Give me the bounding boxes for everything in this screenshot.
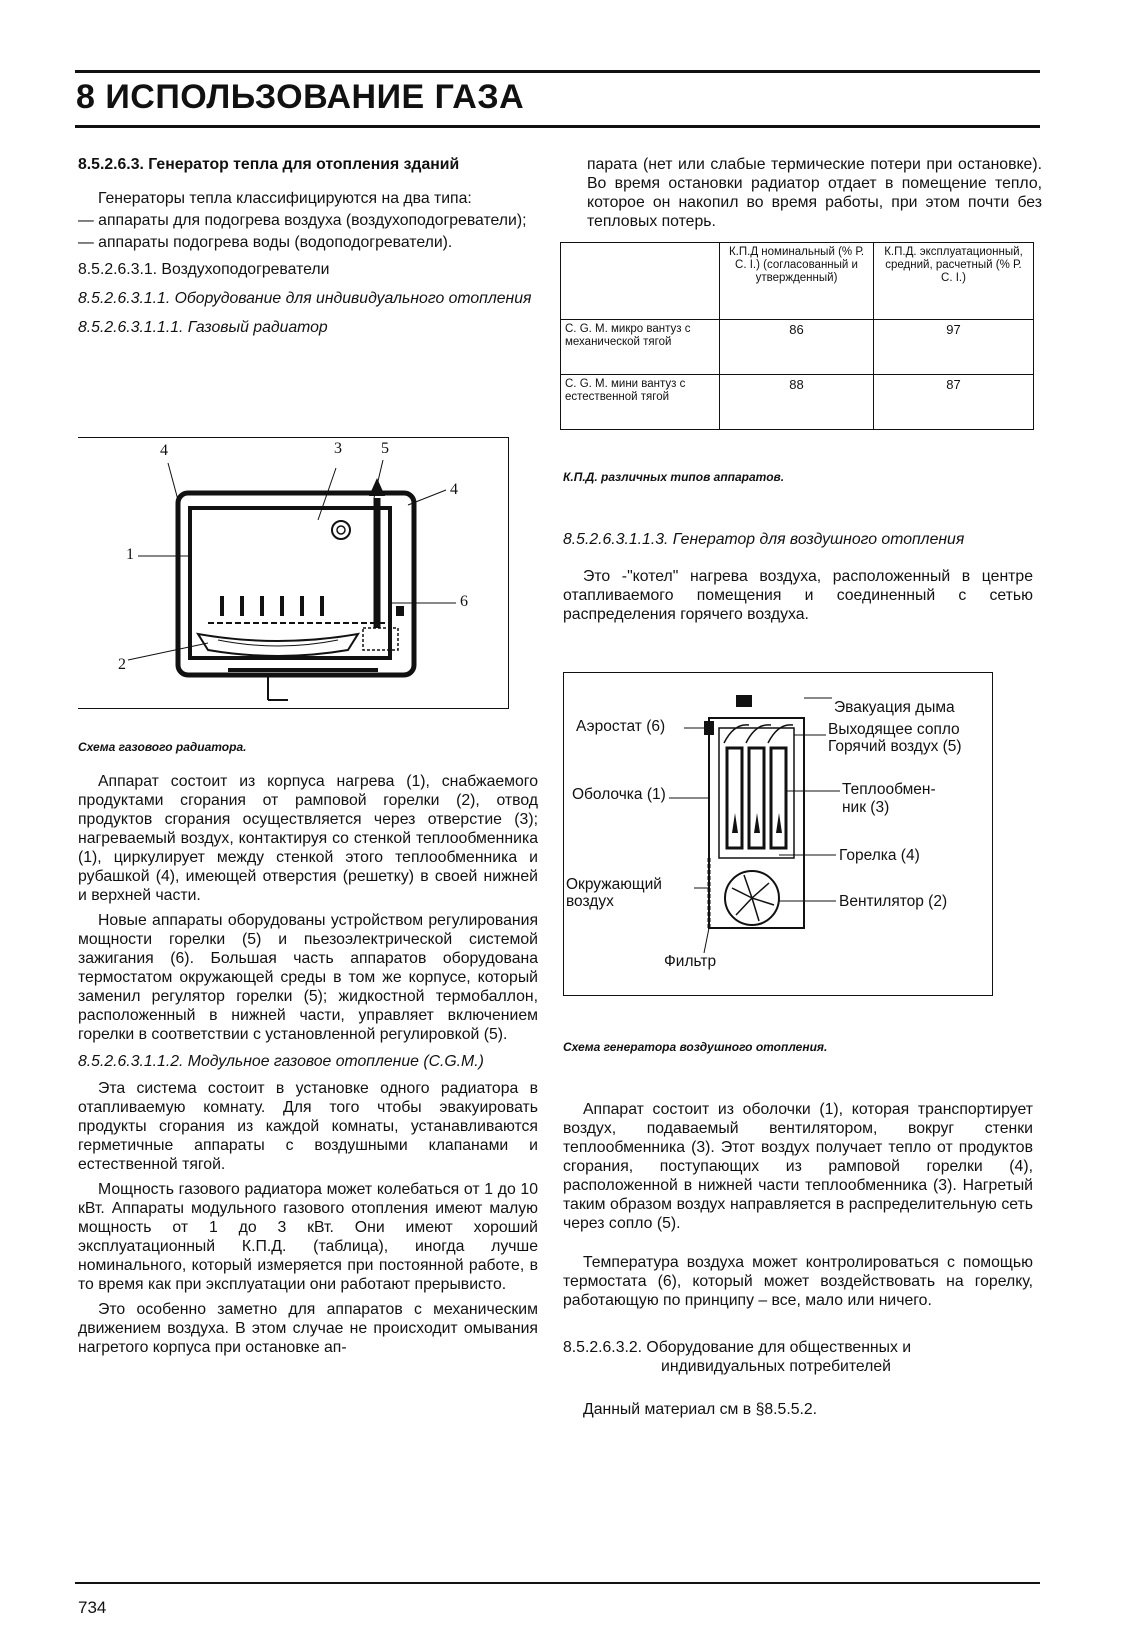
- radiator-caption: Схема газового радиатора.: [78, 740, 247, 754]
- table-row: [561, 320, 1034, 375]
- paragraph: Аппарат состоит из корпуса нагрева (1), снабжаемого продуктами сгорания от рамповой горелки (2), отвод продуктов сгорания осуществляется через отверстие (3); нагреваемый воздух, контактируя со стенкой теплообменника (1), циркулирует между стенкой этого теплообменника и рубашкой (4), имеющей отверстия (решетку) в своей нижней и верхней части.: [78, 773, 538, 904]
- label-2: 2: [118, 656, 126, 673]
- label-ambient-air: Окружающий: [566, 876, 662, 893]
- table-row: [561, 375, 1034, 430]
- table-header: К.П.Д номинальный (% Р. С. I.) (согласованный и утвержденный): [720, 243, 874, 320]
- bullet-item: — аппараты для подогрева воздуха (воздухоподогреватели);: [78, 212, 527, 229]
- paragraph: Это особенно заметно для аппаратов с механическим движением воздуха. В этом случае не происходит омывания нагретого корпуса при остановке ап-: [78, 1301, 538, 1356]
- chapter-title: 8 ИСПОЛЬЗОВАНИЕ ГАЗА: [76, 78, 525, 116]
- bullet-item: — аппараты подогрева воды (водоподогреватели).: [78, 234, 453, 251]
- table-cell: 88: [720, 375, 874, 430]
- label-4: 4: [160, 442, 168, 459]
- label-5: 5: [381, 440, 389, 457]
- right-column-body: [563, 1100, 1033, 1419]
- radiator-figure: [78, 437, 509, 709]
- air-heater-figure: [563, 672, 993, 996]
- paragraph: Мощность газового радиатора может колебаться от 1 до 10 кВт. Аппараты модульного газового отопления имеют малую мощность от 1 до 3 кВт. Они имеют хороший эксплуатационный К.П.Д. (таблица), иногда лучше номинального, который измеряется при постоянной работе, в то время как при эксплуатации они работают прерывисто.: [78, 1181, 538, 1293]
- subsection-heading: 8.5.2.6.3.1.1.3. Генератор для воздушного отопления: [563, 531, 965, 548]
- table-caption: К.П.Д. различных типов аппаратов.: [563, 470, 785, 484]
- label-burner: Горелка (4): [839, 847, 920, 864]
- label-heat-exchanger-2: ник (3): [842, 799, 890, 816]
- right-column: [587, 155, 1042, 231]
- label-aerostat: Аэростат (6): [576, 718, 666, 735]
- subsection-heading: 8.5.2.6.3.1.1.1. Газовый радиатор: [78, 319, 328, 336]
- radiator-diagram: [78, 438, 508, 708]
- paragraph: Аппарат состоит из оболочки (1), которая транспортирует воздух, подаваемый вентилятором, вокруг стенки теплообменника (3). Этот воздух получает тепло от продуктов сгорания, поступающих из рамповой горелки (4), расположенной в нижней части теплообменника (3). Нагретый таким образом воздух направляется в распределительную сеть через сопло (5).: [563, 1101, 1033, 1232]
- header-rule-top: [75, 70, 1040, 73]
- paragraph: Эта система состоит в установке одного радиатора в отапливаемую комнату. Для того чтобы эвакуировать продукты сгорания из каждой комнаты, устанавливаются герметичные аппараты с воздушными клапанами и естественной тягой.: [78, 1080, 538, 1173]
- label-heat-exchanger: Теплообмен-: [842, 781, 936, 798]
- footer-rule: [75, 1582, 1040, 1584]
- label-4: 4: [450, 481, 458, 498]
- label-1: 1: [126, 546, 134, 563]
- subsection-heading: 8.5.2.6.3.1.1. Оборудование для индивидуального отопления: [78, 290, 532, 307]
- header-rule-bottom: [75, 125, 1040, 128]
- table-header-row: [561, 243, 1034, 320]
- label-3: 3: [334, 440, 342, 457]
- subsection-heading: 8.5.2.6.3.1.1.2. Модульное газовое отопление (C.G.M.): [78, 1053, 484, 1070]
- paragraph: Данный материал см в §8.5.5.2.: [583, 1401, 818, 1418]
- section-heading: 8.5.2.6.3. Генератор тепла для отопления зданий: [78, 156, 460, 173]
- label-shell: Оболочка (1): [572, 786, 666, 803]
- paragraph: Температура воздуха может контролироваться с помощью термостата (6), который может воздействовать на горелку, работающую по принципу – все, мало или ничего.: [563, 1254, 1033, 1309]
- air-heater-caption: Схема генератора воздушного отопления.: [563, 1040, 828, 1054]
- paragraph: Новые аппараты оборудованы устройством регулирования мощности горелки (5) и пьезоэлектрической системой зажигания (6). Большая часть аппаратов оборудована термостатом окружающей среды в том же корпусе, который заменил регулятор горелки (5); жидкостной термобаллон, расположенный в нижней части, управляет включением горелки в соответствии с установленной регулировкой (5).: [78, 912, 538, 1043]
- table-cell: 87: [874, 375, 1034, 430]
- subsection-heading: 8.5.2.6.3.2. Оборудование для общественных и индивидуальных потребителей: [563, 1339, 912, 1375]
- left-column-body: [78, 772, 538, 1357]
- label-outlet-nozzle: Выходящее сопло: [828, 721, 960, 738]
- label-smoke-exhaust: Эвакуация дыма: [834, 699, 955, 716]
- subsection-heading: 8.5.2.6.3.1. Воздухоподогреватели: [78, 261, 330, 278]
- intro-paragraph: Генераторы тепла классифицируются на два типа:: [98, 190, 472, 207]
- label-6: 6: [460, 593, 468, 610]
- paragraph: Это -"котел" нагрева воздуха, расположенный в центре отапливаемого помещения и соединенный с сетью распределения горячего воздуха.: [563, 568, 1033, 623]
- table-cell: 97: [874, 320, 1034, 375]
- table-header: К.П.Д. эксплуатационный, средний, расчетный (% Р. С. I.): [874, 243, 1034, 320]
- label-hot-air: Горячий воздух (5): [828, 738, 962, 755]
- label-fan: Вентилятор (2): [839, 893, 948, 910]
- label-filter: Фильтр: [664, 953, 717, 970]
- right-column-mid: [563, 530, 1033, 624]
- page-number: 734: [78, 1598, 107, 1617]
- efficiency-table: [560, 242, 1034, 430]
- table-cell: 86: [720, 320, 874, 375]
- left-column: [78, 155, 538, 337]
- table-cell: C. G. M. микро вантуз с механической тягой: [561, 320, 720, 375]
- paragraph: парата (нет или слабые термические потери при остановке). Во время остановки радиатор отдает в помещение тепло, которое он накопил во время работы, при этом почти без тепловых потерь.: [587, 156, 1042, 230]
- label-ambient-air-2: воздух: [566, 893, 614, 910]
- table-cell: C. G. M. мини вантуз с естественной тягой: [561, 375, 720, 430]
